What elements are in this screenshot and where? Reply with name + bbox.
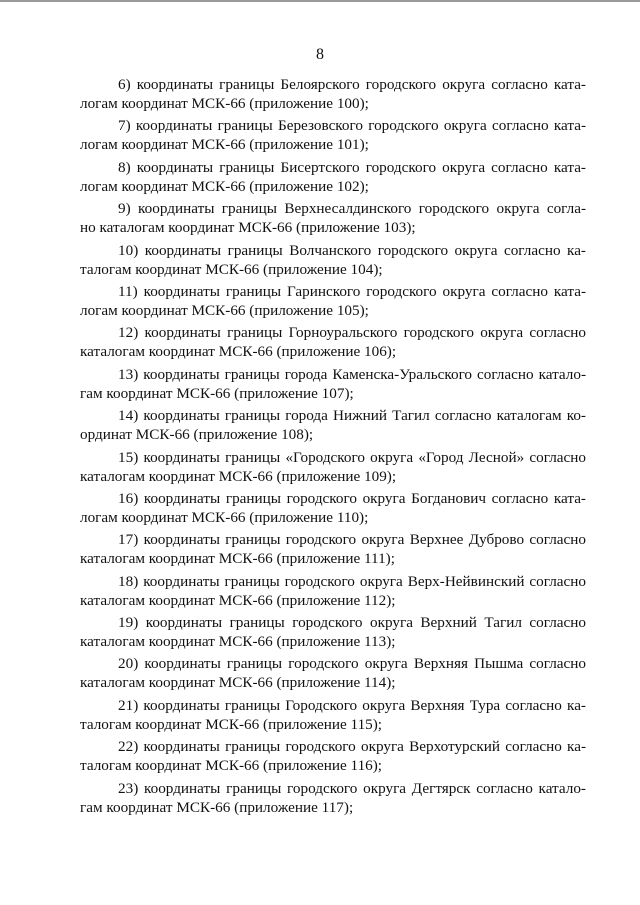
item-line-2: каталогам координат МСК-66 (приложение 109); [80,467,397,485]
item-line-2: гам координат МСК-66 (приложение 107); [80,384,354,402]
item-line-1: 8) координаты границы Бисертского городского округа согласно ката- [118,158,586,176]
item-line-1: 14) координаты границы города Нижний Тагил согласно каталогам ко- [118,407,586,425]
page-top-edge [0,0,640,2]
list-item [80,613,586,654]
list-item [80,779,586,820]
item-line-1: 22) координаты границы городского округа Верхотурский согласно ка- [118,738,586,756]
item-line-2: каталогам координат МСК-66 (приложение 106); [80,343,397,361]
list-item [80,572,586,613]
item-line-1: 13) координаты границы города Каменска-Уральского согласно катало- [118,365,586,383]
item-line-2: логам координат МСК-66 (приложение 110); [80,508,369,526]
list-item [80,406,586,447]
item-line-1: 12) координаты границы Горноуральского городского округа согласно [118,324,586,342]
item-line-2: логам координат МСК-66 (приложение 100); [80,95,369,112]
item-line-1: 11) координаты границы Гаринского городского округа согласно ката- [118,282,586,300]
item-line-1: 20) координаты границы городского округа Верхняя Пышма согласно [118,655,586,673]
list-item [80,158,586,199]
list-item [80,241,586,282]
list-item [80,696,586,737]
item-line-2: талогам координат МСК-66 (приложение 115); [80,715,383,733]
list-item [80,654,586,695]
list-item [80,323,586,364]
item-line-1: 10) координаты границы Волчанского городского округа согласно ка- [118,241,586,259]
item-line-2: логам координат МСК-66 (приложение 102); [80,177,369,195]
item-line-2: талогам координат МСК-66 (приложение 104); [80,260,383,278]
list-item [80,530,586,571]
list-item [80,365,586,406]
list-item [80,448,586,489]
item-line-1: 23) координаты границы городского округа Дегтярск согласно катало- [118,779,586,797]
item-line-1: 15) координаты границы «Городского округа «Город Лесной» согласно [118,448,586,466]
item-line-1: 21) координаты границы Городского округа Верхняя Тура согласно ка- [118,696,586,714]
list-item [80,75,586,116]
item-line-1: 18) координаты границы городского округа Верх-Нейвинский согласно [118,572,586,590]
item-line-2: ординат МСК-66 (приложение 108); [80,426,314,444]
list-item [80,489,586,530]
item-line-1: 6) координаты границы Белоярского городского округа согласно ката- [118,76,586,93]
item-line-2: логам координат МСК-66 (приложение 105); [80,301,369,319]
item-line-2: но каталогам координат МСК-66 (приложение 103); [80,219,416,237]
boundary-coordinates-list [80,75,586,820]
item-line-2: талогам координат МСК-66 (приложение 116); [80,757,383,775]
item-line-2: гам координат МСК-66 (приложение 117); [80,798,354,816]
item-line-2: каталогам координат МСК-66 (приложение 113); [80,633,396,651]
item-line-1: 7) координаты границы Березовского городского округа согласно ката- [118,117,586,135]
page-number: 8 [316,46,324,63]
list-item [80,282,586,323]
item-line-1: 16) координаты границы городского округа Богданович согласно ката- [118,489,586,507]
item-line-2: логам координат МСК-66 (приложение 101); [80,136,369,154]
item-line-1: 9) координаты границы Верхнесалдинского городского округа согла- [118,200,586,218]
item-line-2: каталогам координат МСК-66 (приложение 114); [80,674,396,692]
item-line-2: каталогам координат МСК-66 (приложение 111); [80,550,395,568]
item-line-1: 17) координаты границы городского округа Верхнее Дуброво согласно [118,531,586,549]
list-item [80,116,586,157]
item-line-2: каталогам координат МСК-66 (приложение 112); [80,591,396,609]
list-item [80,737,586,778]
item-line-1: 19) координаты границы городского округа Верхний Тагил согласно [118,614,586,632]
list-item [80,199,586,240]
